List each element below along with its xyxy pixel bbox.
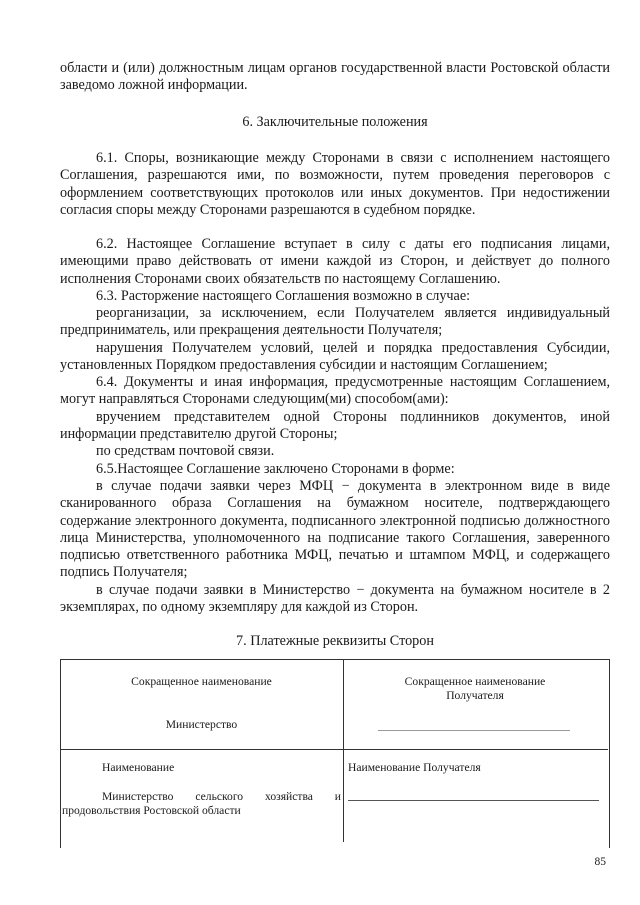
top-paragraph: области и (или) должностным лицам органов государственной власти Ростовской области заведомо ложной информации. — [60, 60, 610, 94]
left-short-name-value: Министерство — [165, 718, 238, 731]
table-column-divider — [343, 659, 344, 842]
paragraph-6-4-a: вручением представителем одной Стороны подлинников документов, иной информации представителю другой Стороны; — [60, 409, 610, 443]
right-full-name-blank — [348, 800, 599, 801]
paragraph-6-3: 6.3. Расторжение настоящего Соглашения возможно в случае: — [96, 288, 471, 304]
paragraph-6-5: 6.5.Настоящее Соглашение заключено Сторонами в форме: — [96, 461, 455, 477]
page-number: 85 — [594, 856, 606, 868]
paragraph-6-2: 6.2. Настоящее Соглашение вступает в силу с даты его подписания лицами, имеющими право действовать от имени каждой из Сторон, и действует до полного исполнения Сторонами своих обязательств по настоящему Соглашению. — [60, 236, 610, 287]
paragraph-6-3-b: нарушения Получателем условий, целей и порядка предоставления Субсидии, установленных Порядком предоставления субсидии и настоящим Соглашением; — [60, 340, 610, 374]
right-short-name-label: Сокращенное наименование Получателя — [404, 675, 546, 702]
paragraph-6-4-b: по средствам почтовой связи. — [96, 443, 275, 459]
left-full-name-value: Министерство сельского хозяйства и продовольствия Ростовской области — [62, 790, 341, 817]
paragraph-6-4: 6.4. Документы и иная информация, предусмотренные настоящим Соглашением, могут направляться Сторонами следующим(ми) способом(ами): — [60, 374, 610, 408]
table-row-divider — [60, 749, 608, 750]
paragraph-6-5-a: в случае подачи заявки через МФЦ − документа в электронном виде в виде сканированного образа Соглашения на бумажном носителе, подтверждающего содержание электронного документа, подписанного электронной подписью должностного лица Министерства, уполномоченного на подписание такого Соглашения, заверенного подписью ответственного работника МФЦ, печатью и штампом МФЦ, и содержащего подпись Получателя; — [60, 478, 610, 581]
paragraph-6-1: 6.1. Споры, возникающие между Сторонами в связи с исполнением настоящего Соглашения, разрешаются ими, по возможности, путем проведения переговоров с оформлением соответствующих протоколов или иных документов. При недостижении согласия споры между Сторонами разрешаются в судебном порядке. — [60, 150, 610, 218]
left-full-name-label: Наименование — [102, 761, 175, 774]
paragraph-6-5-b: в случае подачи заявки в Министерство − документа на бумажном носителе в 2 экземплярах, по одному экземпляру для каждой из Сторон. — [60, 582, 610, 616]
right-full-name-label: Наименование Получателя — [348, 761, 481, 774]
section-7-title: 7. Платежные реквизиты Сторон — [236, 633, 434, 649]
paragraph-6-3-a: реорганизации, за исключением, если Получателем является индивидуальный предприниматель, или прекращения деятельности Получателя; — [60, 305, 610, 339]
section-6-title: 6. Заключительные положения — [242, 114, 428, 130]
right-short-name-blank — [378, 730, 570, 731]
left-short-name-label: Сокращенное наименование — [131, 675, 272, 688]
